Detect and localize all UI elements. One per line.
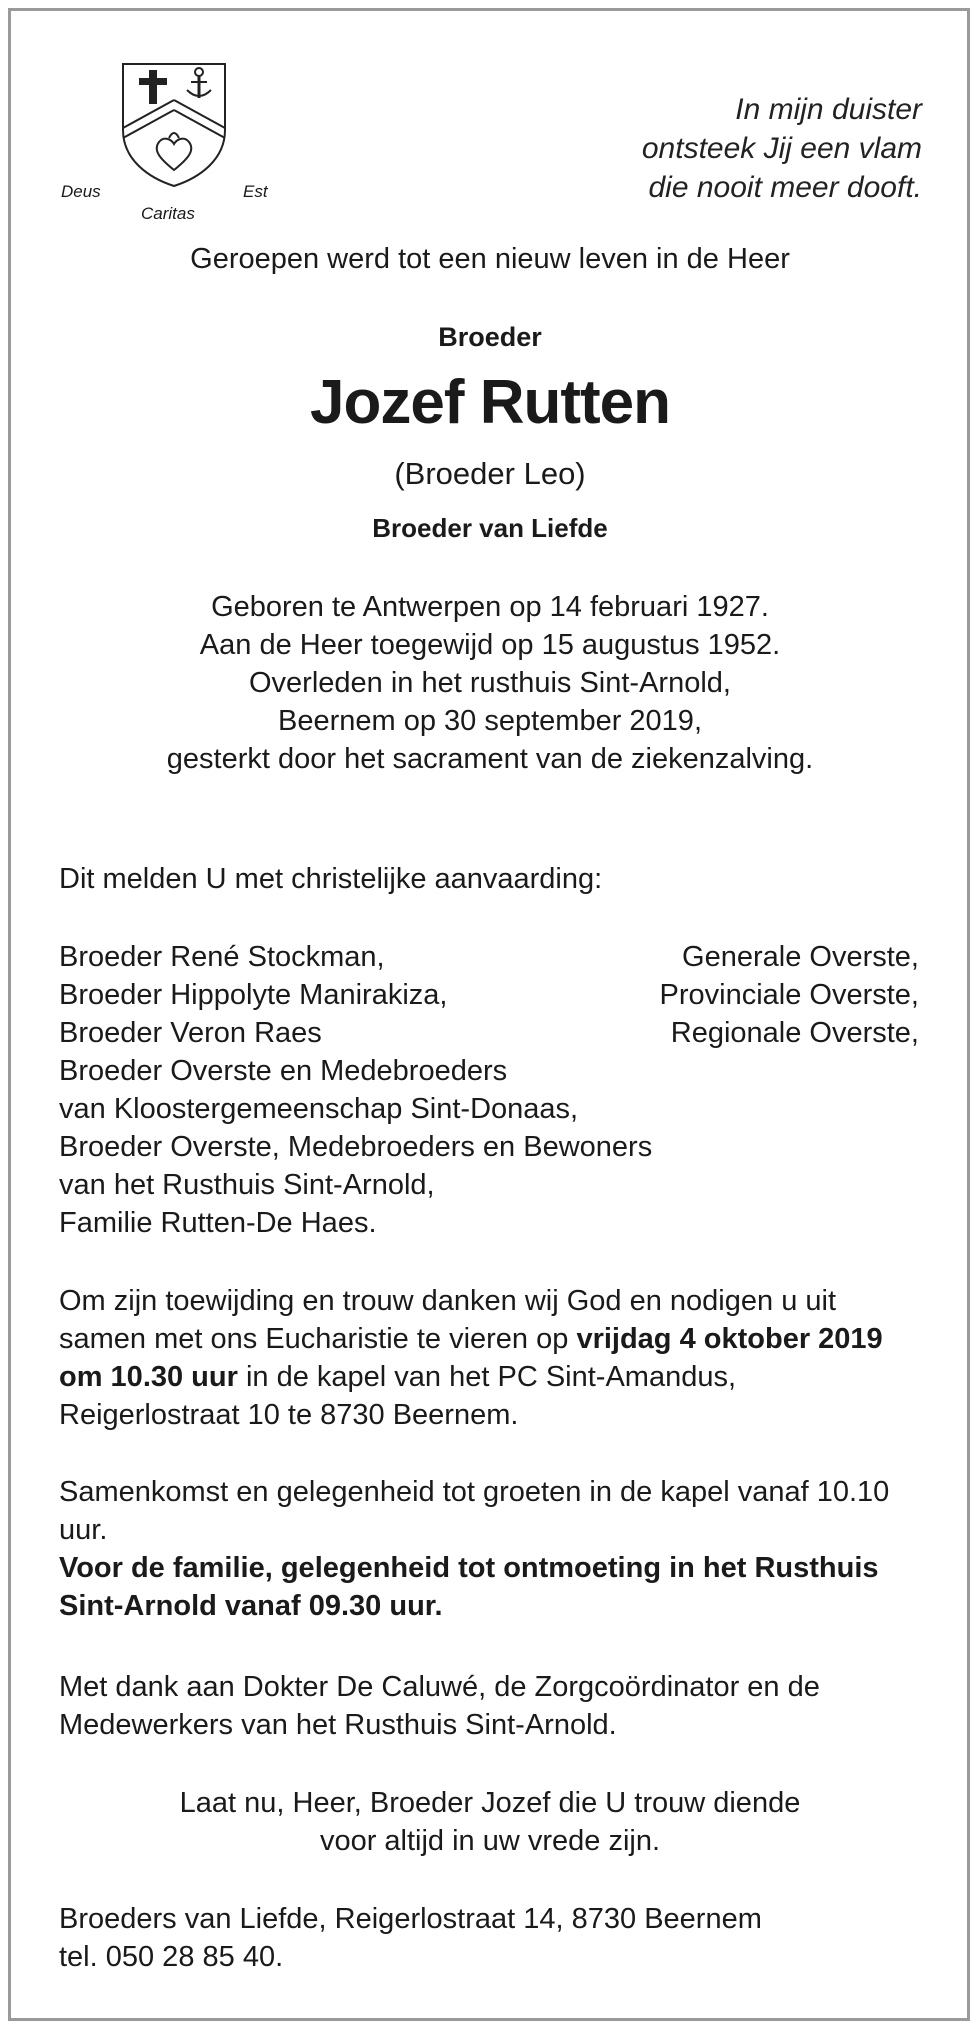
title-prefix: Broeder bbox=[438, 322, 542, 352]
quote-line: ontsteek Jij een vlam bbox=[641, 132, 922, 165]
mourner-name: Broeder Hippolyte Manirakiza, bbox=[59, 979, 448, 1011]
mourner-name: van Kloostergemeenschap Sint-Donaas, bbox=[59, 1093, 579, 1125]
opening-quote bbox=[642, 90, 922, 207]
fact-line: Beernem op 30 september 2019, bbox=[278, 705, 702, 737]
motto-right: Est bbox=[243, 182, 268, 201]
quote-line: In mijn duister bbox=[735, 93, 922, 126]
thanks-text: Met dank aan Dokter De Caluwé, de Zorgcoördinator en de Medewerkers van het Rusthuis Sint-Arnold. bbox=[59, 1671, 820, 1741]
mourners-list bbox=[59, 938, 919, 1242]
quote-line: die nooit meer dooft. bbox=[648, 171, 922, 204]
fact-line: gesterkt door het sacrament van de ziekenzalving. bbox=[166, 743, 814, 775]
mourner-row bbox=[59, 1014, 919, 1052]
motto-middle: Caritas bbox=[141, 204, 195, 223]
mass-invitation bbox=[59, 1282, 919, 1434]
shield-icon bbox=[119, 60, 229, 190]
closing-line: Laat nu, Heer, Broeder Jozef die U trouw diende bbox=[179, 1787, 801, 1819]
mourner-name: Familie Rutten-De Haes. bbox=[59, 1207, 377, 1239]
fact-line: Overleden in het rusthuis Sint-Arnold, bbox=[249, 667, 731, 699]
fact-line: Aan de Heer toegewijd op 15 augustus 1952. bbox=[199, 629, 781, 661]
mourner-row bbox=[59, 1166, 919, 1204]
mourner-name: Broeder René Stockman, bbox=[59, 941, 385, 973]
life-facts bbox=[0, 588, 980, 778]
mourner-role: Regionale Overste, bbox=[670, 1017, 919, 1049]
mourner-role: Provinciale Overste, bbox=[659, 979, 919, 1011]
mourner-row bbox=[59, 1090, 919, 1128]
motto-left: Deus bbox=[61, 182, 101, 201]
crest-logo bbox=[55, 60, 295, 230]
mass-text: Om zijn toewijding en trouw danken wij God en nodigen u uit samen met ons Eucharistie te vieren op bbox=[59, 1285, 837, 1355]
contact-phone: tel. 050 28 85 40. bbox=[59, 1941, 284, 1973]
mourner-row bbox=[59, 976, 919, 1014]
order-name: Broeder van Liefde bbox=[372, 513, 608, 543]
mourner-row bbox=[59, 1128, 919, 1166]
closing-line: voor altijd in uw vrede zijn. bbox=[319, 1825, 661, 1857]
lead-line: Geroepen werd tot een nieuw leven in de Heer bbox=[190, 243, 790, 275]
mourner-row bbox=[59, 938, 919, 976]
mourner-name: van het Rusthuis Sint-Arnold, bbox=[59, 1169, 435, 1201]
contact-address: Broeders van Liefde, Reigerlostraat 14, 8730 Beernem bbox=[59, 1903, 762, 1935]
mourner-role: Generale Overste, bbox=[682, 941, 919, 973]
deceased-name: Jozef Rutten bbox=[310, 368, 670, 437]
gathering-text: Samenkomst en gelegenheid tot groeten in de kapel vanaf 10.10 uur. bbox=[59, 1476, 890, 1546]
mourner-row bbox=[59, 1052, 919, 1090]
mourner-row bbox=[59, 1204, 919, 1242]
mass-location: in de kapel van het PC Sint-Amandus, Reigerlostraat 10 te 8730 Beernem. bbox=[59, 1361, 737, 1431]
contact-info bbox=[59, 1900, 919, 1976]
mourner-name: Broeder Overste en Medebroeders bbox=[59, 1055, 508, 1087]
religious-name: (Broeder Leo) bbox=[394, 456, 586, 491]
fact-line: Geboren te Antwerpen op 14 februari 1927. bbox=[211, 591, 769, 623]
mass-date: vrijdag 4 oktober 2019 om 10.30 uur bbox=[59, 1323, 883, 1393]
family-gathering: Voor de familie, gelegenheid tot ontmoeting in het Rusthuis Sint-Arnold vanaf 09.30 uur. bbox=[59, 1552, 879, 1622]
announcement-intro: Dit melden U met christelijke aanvaarding: bbox=[59, 863, 603, 895]
mourner-name: Broeder Overste, Medebroeders en Bewoners bbox=[59, 1131, 653, 1163]
gathering-info bbox=[59, 1473, 919, 1625]
mourner-name: Broeder Veron Raes bbox=[59, 1017, 322, 1049]
closing-prayer bbox=[0, 1784, 980, 1860]
